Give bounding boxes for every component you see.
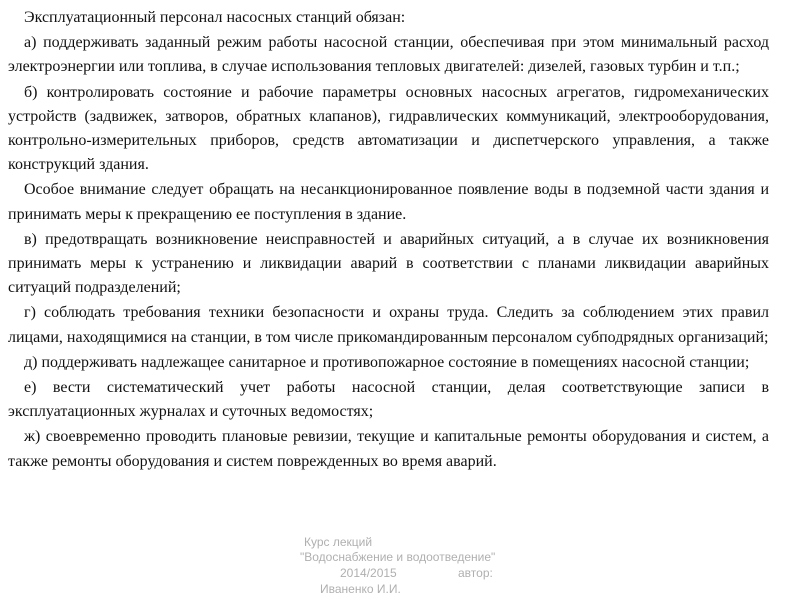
paragraph-zh: ж) своевременно проводить плановые ревизии, текущие и капитальные ремонты оборудования и систем, а также ремонты оборудования и систем поврежденных во время аварий. <box>8 428 769 470</box>
watermark-subject: "Водоснабжение и водоотведение" <box>300 550 496 564</box>
paragraph-note: Особое внимание следует обращать на несанкционированное появление воды в подземной части здания и принимать меры к прекращению ее поступления в здание. <box>8 181 769 223</box>
document-heading: Эксплуатационный персонал насосных станций обязан: <box>24 9 406 26</box>
paragraph-v: в) предотвращать возникновение неисправностей и аварийных ситуаций, а в случае их возникновения принимать меры к устранению и ликвидации аварий в соответствии с планами ликвидации аварийных ситуаций подразделений; <box>8 230 769 297</box>
watermark-author-name: Иваненко И.И. <box>320 582 401 596</box>
document-body <box>8 6 769 474</box>
paragraph-b: б) контролировать состояние и рабочие параметры основных насосных агрегатов, гидромеханических устройств (задвижек, затворов, обратных клапанов), гидравлических коммуникаций, электрооборудования, контрольно-измерительных приборов, средств автоматизации и диспетчерского управления, а также конструкций здания. <box>8 83 769 174</box>
watermark-course: Курс лекций <box>304 535 373 549</box>
paragraph-g: г) соблюдать требования техники безопасности и охраны труда. Следить за соблюдением этих правил лицами, находящимися на станции, в том числе прикомандированным персоналом субподрядных организаций; <box>8 304 769 346</box>
watermark-author-label: автор: <box>458 566 493 580</box>
paragraph-d: д) поддерживать надлежащее санитарное и противопожарное состояние в помещениях насосной станции; <box>24 353 750 371</box>
paragraph-e: е) вести систематический учет работы насосной станции, делая соответствующие записи в эксплуатационных журналах и суточных ведомостях; <box>8 379 769 421</box>
watermark-year: 2014/2015 <box>340 566 397 580</box>
paragraph-a: а) поддерживать заданный режим работы насосной станции, обеспечивая при этом минимальный расход электроэнергии или топлива, в случае использования тепловых двигателей: дизелей, газовых турбин и т.п.; <box>8 34 769 76</box>
